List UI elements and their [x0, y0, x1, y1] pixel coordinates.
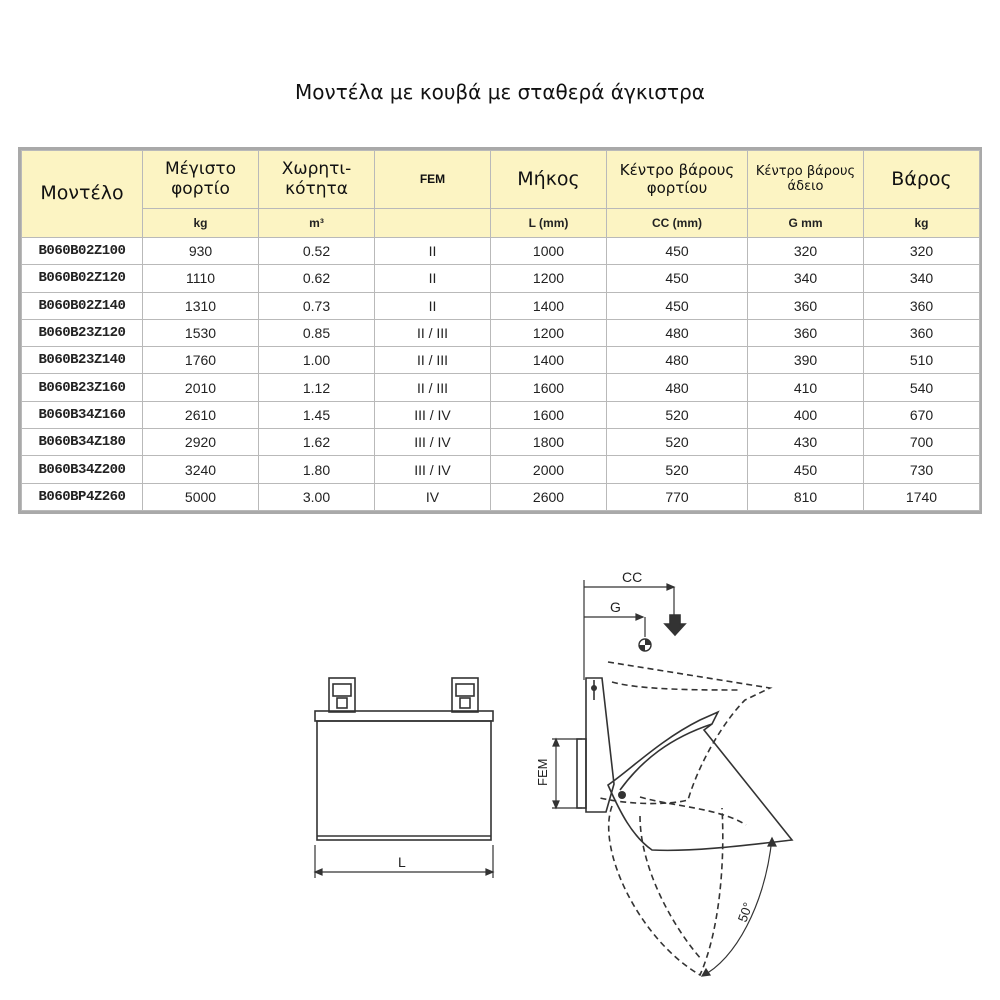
cell-empty-center: 400 [748, 401, 864, 428]
cell-max-load: 1760 [143, 347, 259, 374]
cell-capacity: 1.12 [259, 374, 375, 401]
cell-capacity: 0.73 [259, 292, 375, 319]
cell-weight: 510 [864, 347, 980, 374]
dimension-g [584, 614, 645, 637]
header-capacity-line1: Χωρητι- [281, 158, 352, 179]
cell-max-load: 930 [143, 238, 259, 265]
cell-model: B060B02Z100 [22, 238, 143, 265]
cell-weight: 320 [864, 238, 980, 265]
cell-fem: IV [375, 483, 491, 510]
angle-label: 50° [734, 900, 756, 925]
cell-model: B060B34Z180 [22, 429, 143, 456]
cell-load-center: 450 [607, 238, 748, 265]
page-title: Μοντέλα με κουβά με σταθερά άγκιστρα [295, 80, 705, 104]
cell-load-center: 520 [607, 401, 748, 428]
unit-empty-center: G mm [748, 209, 864, 238]
cell-load-center: 520 [607, 456, 748, 483]
cell-load-center: 450 [607, 292, 748, 319]
unit-max-load: kg [143, 209, 259, 238]
cell-length: 1600 [491, 374, 607, 401]
fem-label: FEM [535, 758, 550, 786]
cell-empty-center: 340 [748, 265, 864, 292]
header-max-load-line2: φορτίο [171, 178, 230, 199]
cell-load-center: 450 [607, 265, 748, 292]
g-label: G [610, 599, 621, 615]
header-max-load-line1: Μέγιστο [164, 158, 237, 179]
cell-length: 2000 [491, 456, 607, 483]
cell-load-center: 480 [607, 374, 748, 401]
cell-model: B060B02Z120 [22, 265, 143, 292]
cell-model: B060B23Z140 [22, 347, 143, 374]
bucket-front-view [315, 678, 493, 878]
cell-capacity: 3.00 [259, 483, 375, 510]
cell-capacity: 0.62 [259, 265, 375, 292]
cell-fem: II [375, 238, 491, 265]
header-empty-center-line2: άδειο [787, 178, 824, 194]
cell-fem: III / IV [375, 401, 491, 428]
cell-empty-center: 810 [748, 483, 864, 510]
cell-model: B060B02Z140 [22, 292, 143, 319]
cell-load-center: 480 [607, 319, 748, 346]
cell-empty-center: 320 [748, 238, 864, 265]
cell-length: 1200 [491, 319, 607, 346]
cell-empty-center: 410 [748, 374, 864, 401]
cell-length: 1000 [491, 238, 607, 265]
cell-load-center: 520 [607, 429, 748, 456]
header-capacity-line2: κότητα [285, 178, 348, 199]
header-model: Μοντέλο [22, 151, 143, 238]
cell-fem: II [375, 265, 491, 292]
cell-empty-center: 360 [748, 319, 864, 346]
cell-model: B060B23Z120 [22, 319, 143, 346]
cell-load-center: 770 [607, 483, 748, 510]
bucket-dashed-dumped [609, 806, 723, 975]
unit-load-center: CC (mm) [607, 209, 748, 238]
header-empty-center-line1: Κέντρο βάρους [755, 163, 856, 179]
bucket-body [317, 721, 491, 840]
cell-fem: II / III [375, 374, 491, 401]
cell-weight: 700 [864, 429, 980, 456]
cell-empty-center: 450 [748, 456, 864, 483]
cell-capacity: 1.62 [259, 429, 375, 456]
cell-capacity: 0.52 [259, 238, 375, 265]
cell-empty-center: 430 [748, 429, 864, 456]
length-label: L [398, 854, 406, 870]
cell-length: 2600 [491, 483, 607, 510]
header-load-center-line2: φορτίου [646, 178, 708, 197]
cell-model: B060B34Z160 [22, 401, 143, 428]
cell-weight: 670 [864, 401, 980, 428]
cell-max-load: 3240 [143, 456, 259, 483]
cell-load-center: 480 [607, 347, 748, 374]
cell-capacity: 1.45 [259, 401, 375, 428]
unit-capacity: m³ [259, 209, 375, 238]
center-of-gravity-icon [639, 639, 651, 651]
header-load-center-line1: Κέντρο βάρους [619, 161, 735, 180]
bucket-side-view [552, 580, 792, 976]
cell-empty-center: 360 [748, 292, 864, 319]
hook-left [329, 678, 355, 712]
cell-fem: II / III [375, 347, 491, 374]
cell-fem: II / III [375, 319, 491, 346]
cell-max-load: 2610 [143, 401, 259, 428]
cell-model: B060BP4Z260 [22, 483, 143, 510]
cell-weight: 360 [864, 319, 980, 346]
cell-weight: 1740 [864, 483, 980, 510]
cell-max-load: 2920 [143, 429, 259, 456]
cell-length: 1600 [491, 401, 607, 428]
cell-fem: III / IV [375, 429, 491, 456]
cell-max-load: 2010 [143, 374, 259, 401]
unit-length: L (mm) [491, 209, 607, 238]
cell-model: B060B34Z200 [22, 456, 143, 483]
cell-fem: III / IV [375, 456, 491, 483]
cell-length: 1400 [491, 292, 607, 319]
bucket-solid-profile [608, 712, 792, 850]
cell-weight: 540 [864, 374, 980, 401]
header-fem: FEM [375, 151, 491, 209]
cell-max-load: 5000 [143, 483, 259, 510]
unit-weight: kg [864, 209, 980, 238]
cell-empty-center: 390 [748, 347, 864, 374]
bucket-back-plate [586, 678, 614, 812]
cell-capacity: 1.00 [259, 347, 375, 374]
cell-max-load: 1530 [143, 319, 259, 346]
hook-right [452, 678, 478, 712]
cell-capacity: 1.80 [259, 456, 375, 483]
cell-fem: II [375, 292, 491, 319]
cc-label: CC [622, 569, 643, 585]
header-weight: Βάρος [864, 151, 980, 209]
cell-weight: 730 [864, 456, 980, 483]
cell-length: 1200 [491, 265, 607, 292]
header-length: Μήκος [491, 151, 607, 209]
cell-length: 1800 [491, 429, 607, 456]
cell-max-load: 1310 [143, 292, 259, 319]
cell-weight: 340 [864, 265, 980, 292]
cell-capacity: 0.85 [259, 319, 375, 346]
cell-model: B060B23Z160 [22, 374, 143, 401]
cell-max-load: 1110 [143, 265, 259, 292]
cell-weight: 360 [864, 292, 980, 319]
cell-length: 1400 [491, 347, 607, 374]
load-arrow-icon [665, 615, 685, 635]
